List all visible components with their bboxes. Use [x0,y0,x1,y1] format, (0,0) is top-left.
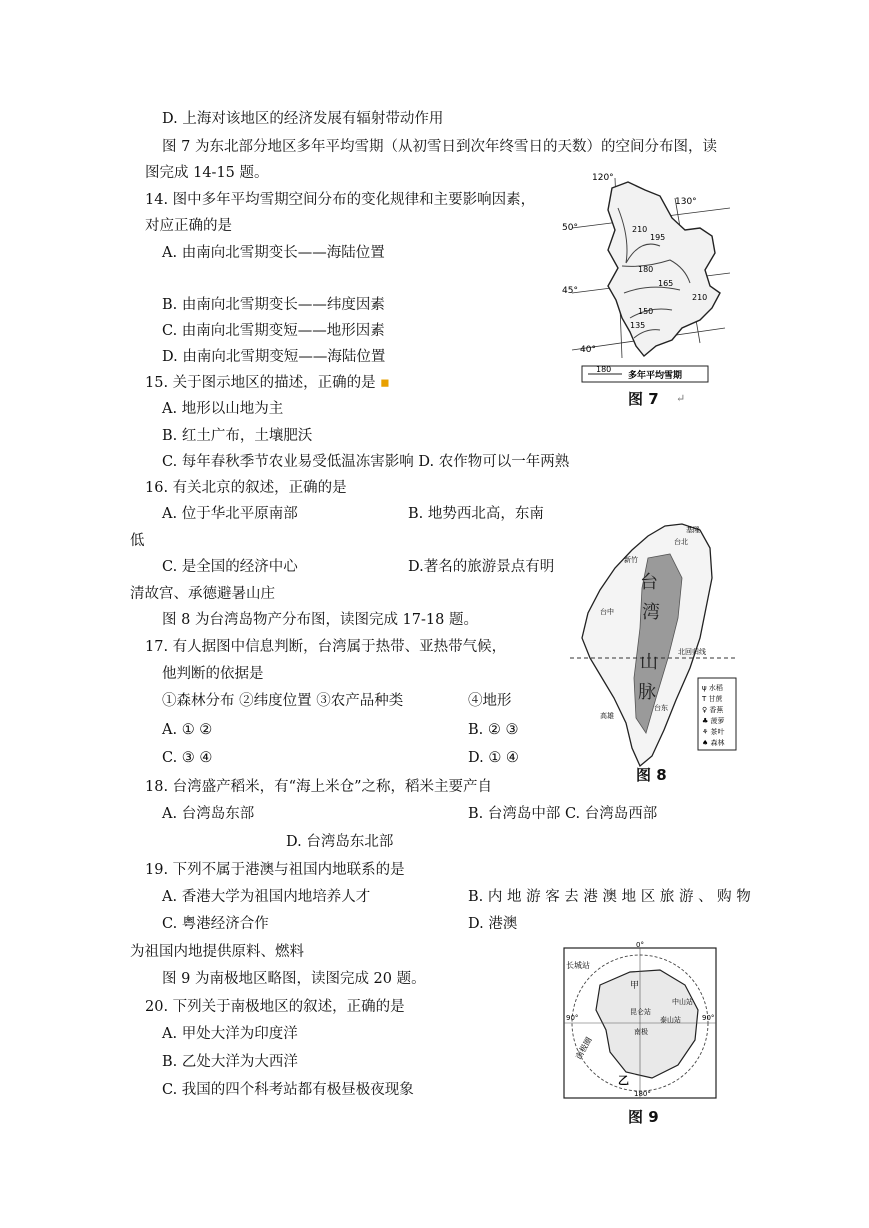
island-char-1: 台 [640,572,658,593]
label-0deg: 0° [636,941,644,949]
q17-option-c: C. ③ ④ [162,750,213,766]
fig9-caption: 图 9 [628,1108,659,1126]
station-changcheng: 长城站 [566,961,590,970]
legend-label: 多年平均雪期 [628,371,683,381]
q19-option-c: C. 粤港经济合作 [162,916,269,932]
ocean-jia: 甲 [630,981,640,991]
region-outline [608,182,720,356]
fig8-taiwan-map [570,518,740,783]
question-14: 14. 图中多年平均雪期空间分布的变化规律和主要影响因素， [145,192,536,208]
q16-option-b: B. 地势西北高，东南 [408,506,544,522]
q20-option-c: C. 我国的四个科考站都有极昼极夜现象 [162,1082,414,1098]
q15-option-a: A. 地形以山地为主 [162,401,284,417]
legend-tea: ⚘ 茶叶 [702,728,725,736]
contour-label-135: 135 [630,321,646,330]
ocean-yi: 乙 [618,1074,629,1087]
contour-label-165: 165 [658,279,674,288]
place-jilong: 基隆 [686,526,700,534]
question-19: 19. 下列不属于港澳与祖国内地联系的是 [145,862,405,878]
station-zhongshan: 中山站 [672,998,693,1006]
q17-option-d: D. ① ④ [468,750,519,766]
legend-sugarcane: T 甘蔗 [702,695,723,703]
station-taishan: 泰山站 [660,1016,681,1024]
contour-label-150: 150 [638,307,654,316]
tropic-label: 北回归线 [678,648,706,656]
q18-option-b-c: B. 台湾岛中部 C. 台湾岛西部 [468,806,658,822]
q15-option-c-d: C. 每年春秋季节农业易受低温冻害影响 D. 农作物可以一年两熟 [162,454,570,470]
place-taipei: 台北 [674,538,688,546]
question-16: 16. 有关北京的叙述，正确的是 [145,480,347,496]
legend-pineapple: ♣ 菠萝 [702,717,725,725]
q16-option-a: A. 位于华北平原南部 [162,506,298,522]
stray-mark: ▪ [380,375,390,391]
legend-forest: ♠ 森林 [702,739,725,747]
q14-option-d: D. 由南向北雪期变短——海陆位置 [162,349,386,365]
place-taidong: 台东 [654,704,668,712]
question-20: 20. 下列关于南极地区的叙述，正确的是 [145,999,405,1015]
q18-option-a: A. 台湾岛东部 [162,806,255,822]
fig8-intro: 图 8 为台湾岛物产分布图，读图完成 17-18 题。 [162,612,478,628]
q16-option-d: D.著名的旅游景点有明 [408,559,555,575]
fig7-snow-map [560,168,740,388]
option-d-shanghai: D. 上海对该地区的经济发展有辐射带动作用 [162,111,444,127]
island-char-2: 湾 [642,602,660,623]
q19-option-d: D. 港澳 [468,916,518,932]
question-14-cont: 对应正确的是 [145,218,232,234]
q16-option-c: C. 是全国的经济中心 [162,559,298,575]
question-17: 17. 有人据图中信息判断，台湾属于热带、亚热带气候， [145,639,507,655]
fig7-caption: 图 7 [628,390,659,408]
place-xinzhu: 新竹 [624,556,638,564]
q14-option-a: A. 由南向北雪期变长——海陆位置 [162,245,385,261]
return-mark: ↵ [676,392,686,405]
q20-option-a: A. 甲处大洋为印度洋 [162,1026,298,1042]
island-char-4: 脉 [638,682,656,703]
q19-option-a: A. 香港大学为祖国内地培养人才 [162,889,371,905]
q14-option-c: C. 由南向北雪期变短——地形因素 [162,323,385,339]
lon-label-130: 130° [675,197,697,207]
legend-banana: ♀ 香蕉 [702,706,724,714]
q17-option-b: B. ② ③ [468,722,519,738]
q20-option-b: B. 乙处大洋为大西洋 [162,1054,298,1070]
island-char-3: 山 [640,652,658,673]
q17-statements: ①森林分布 ②纬度位置 ③农产品种类 [162,693,404,709]
question-15: 15. 关于图示地区的描述，正确的是 [145,375,376,391]
lon-label-120: 120° [592,173,614,183]
lat-label-40: 40° [580,345,596,355]
legend-rice: ψ 水稻 [702,684,723,692]
contour-label-210b: 210 [692,293,708,302]
label-90e: 90° [702,1014,715,1022]
contour-label-180: 180 [638,265,654,274]
south-pole-label: 南极 [634,1028,648,1036]
lat-label-50: 50° [562,223,578,233]
lat-label-45: 45° [562,286,578,296]
q17-statement-4: ④地形 [468,693,512,709]
fig9-antarctic-map [560,940,720,1102]
place-gaoxiong: 高雄 [600,712,614,720]
contour-label-195: 195 [650,233,666,242]
q16-option-d-cont: 清故宫、承德避暑山庄 [130,586,275,602]
contour-label-210a: 210 [632,225,648,234]
q14-option-b: B. 由南向北雪期变长——纬度因素 [162,297,385,313]
fig7-intro-cont: 图完成 14-15 题。 [145,165,269,181]
antarctic-circle-label: 南极圈 [573,1035,594,1061]
fig8-caption: 图 8 [636,766,667,784]
q16-option-b-cont: 低 [130,533,145,549]
q18-option-d: D. 台湾岛东北部 [286,834,394,850]
legend-value: 180 [596,365,612,374]
question-17-cont: 他判断的依据是 [162,666,264,682]
q17-option-a: A. ① ② [162,722,213,738]
fig7-intro: 图 7 为东北部分地区多年平均雪期（从初雪日到次年终雪日的天数）的空间分布图，读 [162,139,717,155]
fig9-intro: 图 9 为南极地区略图，读图完成 20 题。 [162,971,426,987]
station-kunlun: 昆仑站 [630,1008,651,1016]
q19-option-d-cont: 为祖国内地提供原料、燃料 [130,944,304,960]
q15-option-b: B. 红土广布，土壤肥沃 [162,428,313,444]
label-180deg: 180° [634,1090,651,1098]
label-90w: 90° [566,1014,579,1022]
q19-option-b: B. 内 地 游 客 去 港 澳 地 区 旅 游 、 购 物 [468,889,751,905]
place-taizhong: 台中 [600,608,614,616]
question-18: 18. 台湾盛产稻米，有“海上米仓”之称，稻米主要产自 [145,779,492,795]
